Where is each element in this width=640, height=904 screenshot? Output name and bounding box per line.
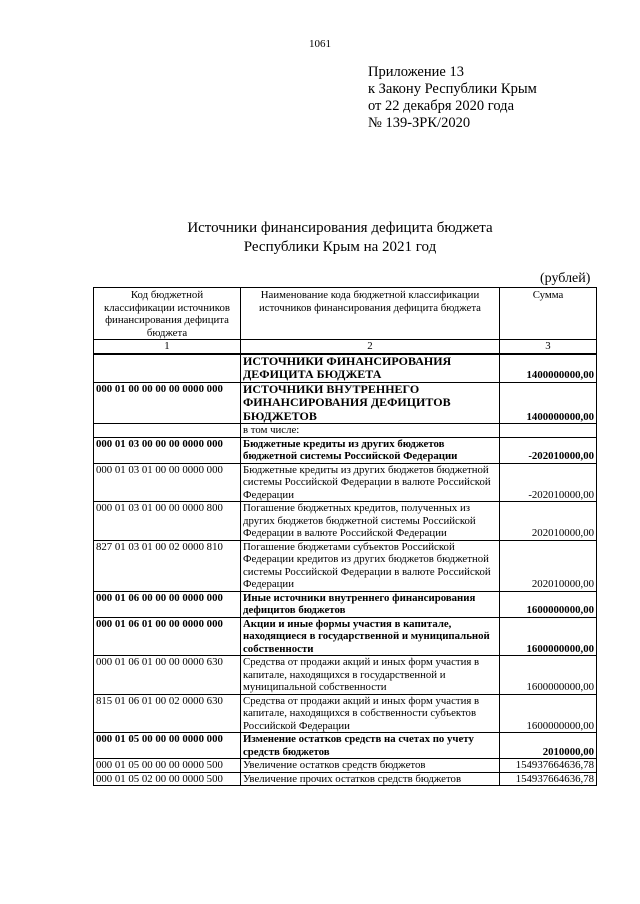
- row-amount: 1600000000,00: [500, 694, 597, 733]
- document-title: [0, 219, 640, 257]
- table-row: [94, 759, 597, 773]
- row-name: Погашение бюджетами субъектов Российской Федерации кредитов из других бюджетов бюджетной системы Российской Федерации в валюте Российской Федерации: [241, 540, 500, 591]
- row-code: 815 01 06 01 00 02 0000 630: [94, 694, 241, 733]
- row-name: Изменение остатков средств на счетах по учету средств бюджетов: [241, 733, 500, 759]
- table-row: [94, 424, 597, 438]
- header-code: Код бюджетной классификации источников финансирования дефицита бюджета: [94, 288, 241, 340]
- column-number: 1: [94, 340, 241, 354]
- row-code: 000 01 05 00 00 00 0000 500: [94, 759, 241, 773]
- row-code: 000 01 03 01 00 00 0000 000: [94, 463, 241, 502]
- row-amount: [500, 424, 597, 438]
- table-row: [94, 540, 597, 591]
- table-row: [94, 382, 597, 424]
- page-number: 1061: [309, 38, 331, 50]
- column-number: 2: [241, 340, 500, 354]
- row-name: Бюджетные кредиты из других бюджетов бюджетной системы Российской Федерации: [241, 437, 500, 463]
- row-code: [94, 424, 241, 438]
- row-code: 000 01 00 00 00 00 0000 000: [94, 382, 241, 424]
- header-amount: Сумма: [500, 288, 597, 340]
- row-amount: 1400000000,00: [500, 382, 597, 424]
- row-amount: -202010000,00: [500, 463, 597, 502]
- table-row: [94, 437, 597, 463]
- row-amount: 202010000,00: [500, 540, 597, 591]
- table-row: [94, 591, 597, 617]
- table-row: [94, 656, 597, 695]
- title-line-1: Источники финансирования дефицита бюджета: [187, 220, 493, 236]
- financing-sources-table: [93, 287, 597, 786]
- row-amount: 202010000,00: [500, 502, 597, 541]
- row-name: Погашение бюджетных кредитов, полученных из других бюджетов бюджетной системы Российской Федерации в валюте Российской Федерации: [241, 502, 500, 541]
- row-code: 000 01 03 00 00 00 0000 000: [94, 437, 241, 463]
- row-name: Средства от продажи акций и иных форм участия в капитале, находящихся в собственности субъектов Российской Федерации: [241, 694, 500, 733]
- row-name: ИСТОЧНИКИ ФИНАНСИРОВАНИЯ ДЕФИЦИТА БЮДЖЕТА: [241, 354, 500, 383]
- row-code: 000 01 05 00 00 00 0000 000: [94, 733, 241, 759]
- row-code: 000 01 06 01 00 00 0000 000: [94, 617, 241, 656]
- units-label: (рублей): [540, 271, 591, 286]
- column-number: 3: [500, 340, 597, 354]
- row-code: 827 01 03 01 00 02 0000 810: [94, 540, 241, 591]
- table-row: [94, 354, 597, 383]
- row-amount: 154937664636,78: [500, 759, 597, 773]
- row-code: 000 01 06 00 00 00 0000 000: [94, 591, 241, 617]
- row-name: Иные источники внутреннего финансирования дефицитов бюджетов: [241, 591, 500, 617]
- table-row: [94, 463, 597, 502]
- row-amount: 1600000000,00: [500, 617, 597, 656]
- table-header-row: [94, 288, 597, 340]
- row-amount: -202010000,00: [500, 437, 597, 463]
- table-row: [94, 694, 597, 733]
- row-name: Увеличение прочих остатков средств бюджетов: [241, 772, 500, 786]
- row-amount: 1600000000,00: [500, 591, 597, 617]
- column-number-row: [94, 340, 597, 354]
- table-row: [94, 772, 597, 786]
- appendix-line-4: № 139-ЗРК/2020: [368, 115, 471, 131]
- row-name: ИСТОЧНИКИ ВНУТРЕННЕГО ФИНАНСИРОВАНИЯ ДЕФИЦИТОВ БЮДЖЕТОВ: [241, 382, 500, 424]
- appendix-line-3: от 22 декабря 2020 года: [368, 98, 514, 114]
- appendix-block: [368, 64, 537, 132]
- appendix-line-1: Приложение 13: [368, 64, 464, 80]
- table-row: [94, 502, 597, 541]
- row-name: Средства от продажи акций и иных форм участия в капитале, находящихся в государственной и муниципальной собственности: [241, 656, 500, 695]
- row-code: 000 01 03 01 00 00 0000 800: [94, 502, 241, 541]
- row-code: 000 01 05 02 00 00 0000 500: [94, 772, 241, 786]
- row-code: [94, 354, 241, 383]
- row-name: Бюджетные кредиты из других бюджетов бюджетной системы Российской Федерации в валюте Российской Федерации: [241, 463, 500, 502]
- row-amount: 2010000,00: [500, 733, 597, 759]
- appendix-line-2: к Закону Республики Крым: [368, 81, 537, 97]
- row-amount: 1600000000,00: [500, 656, 597, 695]
- row-name: в том числе:: [241, 424, 500, 438]
- table-row: [94, 617, 597, 656]
- row-amount: 154937664636,78: [500, 772, 597, 786]
- row-amount: 1400000000,00: [500, 354, 597, 383]
- table-row: [94, 733, 597, 759]
- title-line-2: Республики Крым на 2021 год: [243, 239, 437, 255]
- row-code: 000 01 06 01 00 00 0000 630: [94, 656, 241, 695]
- row-name: Увеличение остатков средств бюджетов: [241, 759, 500, 773]
- header-name: Наименование кода бюджетной классификации источников финансирования дефицита бюджета: [241, 288, 500, 340]
- row-name: Акции и иные формы участия в капитале, находящиеся в государственной и муниципальной собственности: [241, 617, 500, 656]
